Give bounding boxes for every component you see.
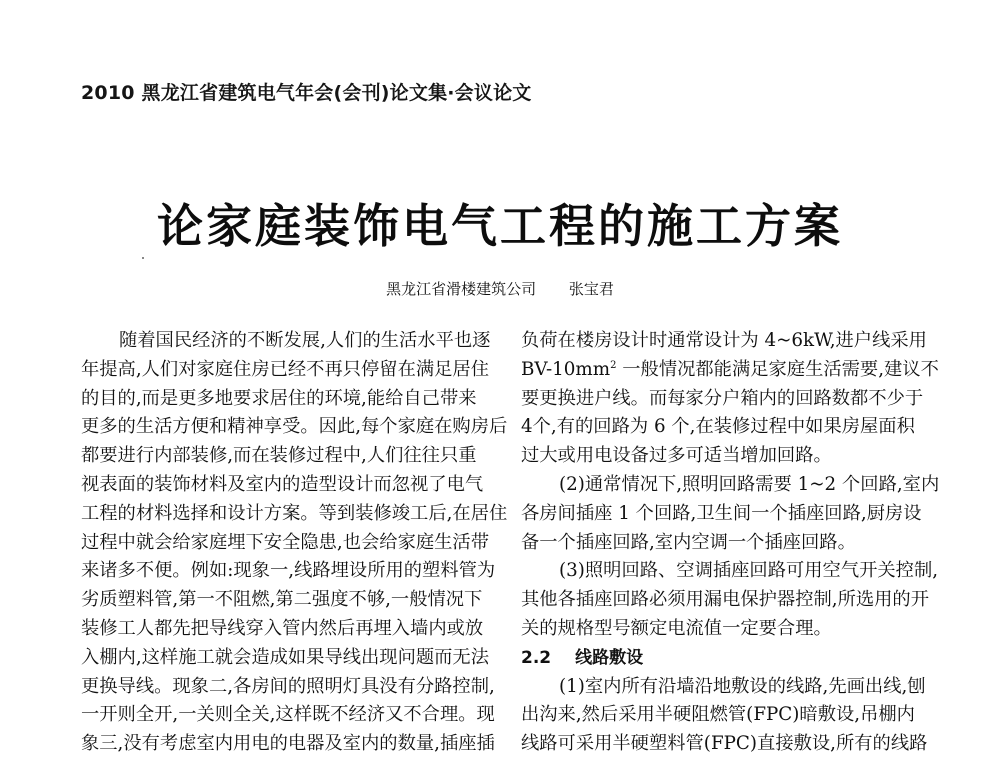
- cable-spec: BV-10mm: [521, 358, 611, 380]
- paragraph-line: [521, 356, 951, 385]
- left-column: [81, 327, 511, 759]
- paragraph-line: (3)照明回路、空调插座回路可用空气开关控制,: [559, 560, 939, 582]
- paragraph-line: 来诸多不便。例如:现象一,线路埋设所用的塑料管为: [81, 560, 496, 582]
- paragraph-line: 关的规格型号额定电流值一定要合理。: [521, 617, 832, 639]
- paragraph-line: 年提高,人们对家庭住房已经不再只停留在满足居住: [81, 358, 489, 380]
- section-heading: [521, 644, 951, 673]
- author-name: 张宝君: [568, 280, 614, 298]
- paragraph-line: 其他各插座回路必须用漏电保护器控制,所选用的开: [521, 589, 929, 611]
- article-title: 论家庭装饰电气工程的施工方案: [157, 199, 843, 253]
- paragraph-line: 随着国民经济的不断发展,人们的生活水平也逐: [119, 330, 491, 351]
- paragraph-line: 象三,没有考虑室内用电的电器及室内的数量,插座插: [81, 733, 495, 755]
- paragraph-line: 要更换进户线。而每家分户箱内的回路数都不少于: [521, 387, 924, 409]
- superscript: 2: [610, 359, 617, 371]
- paragraph-line: 过大或用电设备过多可适当增加回路。: [521, 445, 832, 467]
- paragraph-line: 的目的,而是更多地要求居住的环境,能给自己带来: [81, 387, 477, 409]
- paragraph-line: 过程中就会给家庭埋下安全隐患,也会给家庭生活带: [81, 531, 489, 553]
- paragraph-line: 更多的生活方便和精神享受。因此,每个家庭在购房后: [81, 416, 508, 438]
- paragraph-line: 视表面的装饰材料及室内的造型设计而忽视了电气: [81, 473, 484, 495]
- section-number: 2.2: [521, 647, 552, 668]
- paragraph-line: (2)通常情况下,照明回路需要 1~2 个回路,室内: [559, 473, 940, 495]
- running-head: 2010 黑龙江省建筑电气年会(会刊)论文集·会议论文: [81, 82, 532, 104]
- paragraph-line: 都要进行内部装修,而在装修过程中,人们往往只重: [81, 445, 477, 467]
- paragraph-line: (1)室内所有沿墙沿地敷设的线路,先画出线,刨: [559, 675, 926, 697]
- paragraph-line: 一开则全开,一关则全关,这样既不经济又不合理。现: [81, 704, 495, 726]
- section-title: 线路敷设: [575, 647, 644, 668]
- paragraph-line: 劣质塑料管,第一不阻燃,第二强度不够,一般情况下: [81, 589, 483, 611]
- paragraph-text: 一般情况都能满足家庭生活需要,建议不: [616, 358, 939, 380]
- right-column: [521, 327, 951, 759]
- paragraph-line: 装修工人都先把导线穿入管内然后再埋入墙内或放: [81, 617, 484, 639]
- affiliation: 黑龙江省滑楼建筑公司: [386, 280, 537, 298]
- byline: [0, 278, 1000, 299]
- paragraph-line: 备一个插座回路,室内空调一个插座回路。: [521, 531, 856, 553]
- paragraph-line: 负荷在楼房设计时通常设计为 4~6kW,进户线采用: [521, 330, 927, 351]
- paragraph-line: 4个,有的回路为 6 个,在装修过程中如果房屋面积: [521, 416, 915, 438]
- paragraph-line: 更换导线。现象二,各房间的照明灯具没有分路控制,: [81, 675, 495, 697]
- scan-speck: [142, 257, 144, 259]
- paragraph-line: 各房间插座 1 个回路,卫生间一个插座回路,厨房设: [521, 502, 922, 524]
- paragraph-line: 入棚内,这样施工就会造成如果导线出现问题而无法: [81, 646, 489, 668]
- paragraph-line: 工程的材料选择和设计方案。等到装修竣工后,在居住: [81, 502, 508, 524]
- paragraph-line: 线路可采用半硬塑料管(FPC)直接敷设,所有的线路: [521, 733, 928, 755]
- paragraph-line: 出沟来,然后采用半硬阻燃管(FPC)暗敷设,吊棚内: [521, 704, 915, 726]
